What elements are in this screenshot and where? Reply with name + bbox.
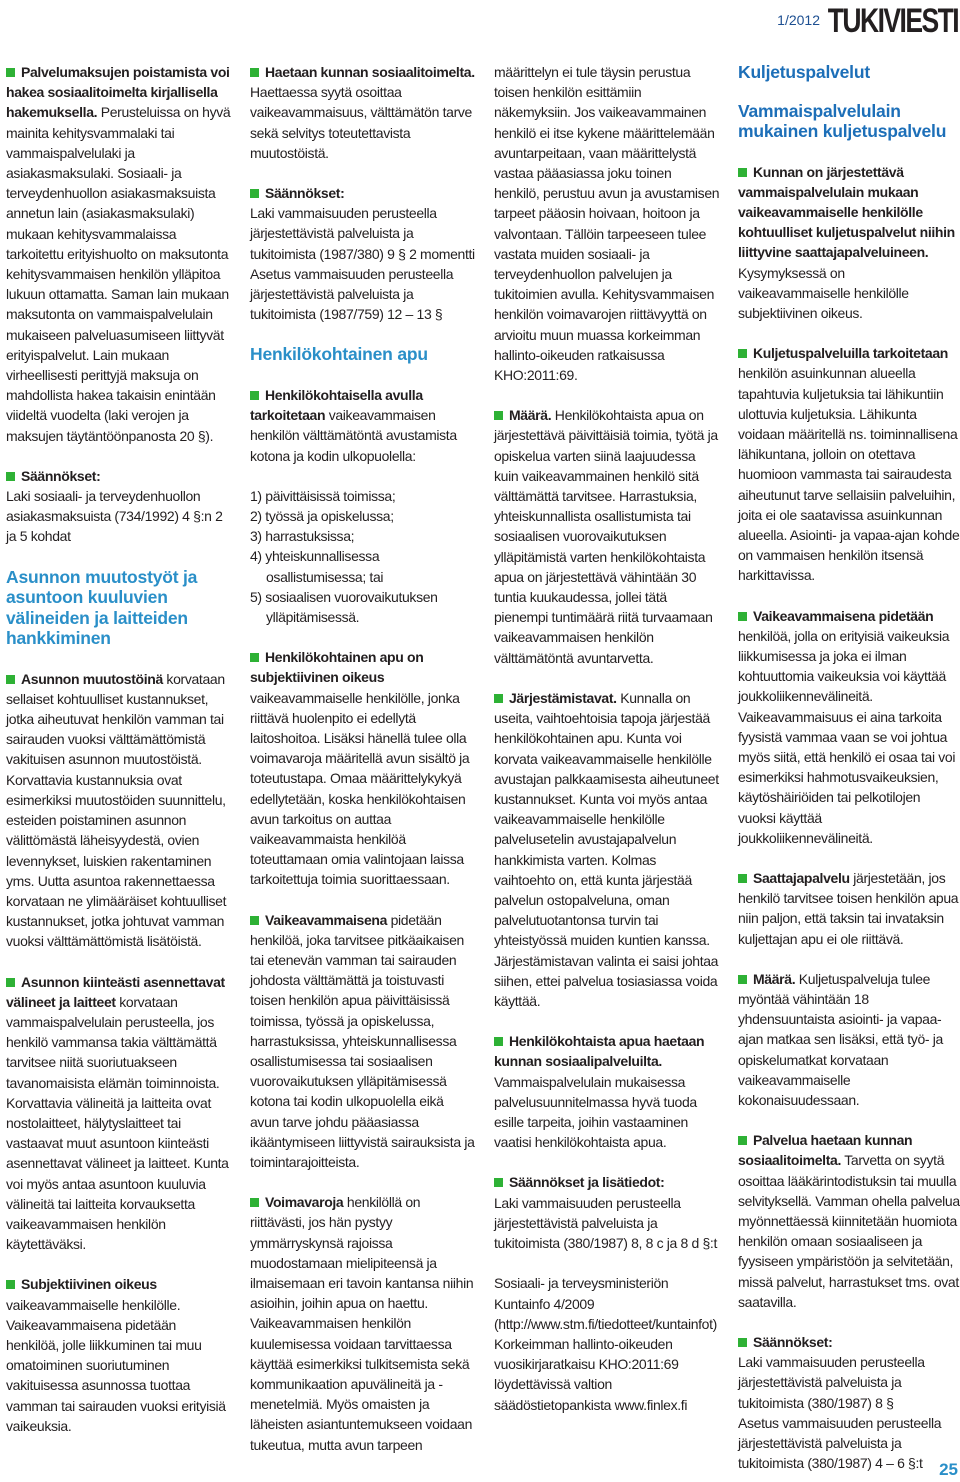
rules-text: Laki vammaisuuden perusteella järjestettävistä palveluista ja tukitoimista (380/1987) 8, 8 c ja 8 d §:t [494,1194,718,1251]
rules-heading: Säännökset: [265,185,345,202]
paragraph [494,1031,720,1152]
bullet-square-icon [738,1136,747,1145]
paragraph-text: pidetään henkilöä, joka tarvitsee pitkäaikaisen tai etenevän vamman tai sairauden johdosta välttämättä ja toistuvasti toisen henkilön apua päivittäisissä toimissa, työssä ja opiskelussa, harrastuksissa, yhteiskunnallisessa osallistumisessa tai sosiaalisen vuorovaikutuksen ylläpitämisessä kotona tai kodin ulkopuolella eikä avun tarve johdu pääasiassa ikääntymiseen liittyvistä sairauksista ja toimintarajoitteista. [250,911,475,1171]
bullet-square-icon [738,975,747,984]
assistance-list [250,486,476,627]
paragraph-lead: Vaikeavammaisena pidetään [753,607,934,624]
bullet-square-icon [494,411,503,420]
bullet-square-icon [738,1338,747,1347]
paragraph-lead: Kunnan on järjestettävä vammaispalvelulain mukaan vaikeavammaiselle henkilölle kohtuulliset kuljetuspalvelut niihin liittyvine saattajapalveluineen. [738,163,955,261]
bullet-square-icon [494,1037,503,1046]
bullet-square-icon [738,349,747,358]
paragraph [6,1274,232,1436]
rules-text: Korkeimman hallinto-oikeuden vuosikirjaratkaisu KHO:2011:69 löydettävissä valtion säädöstietopankista www.finlex.fi [494,1335,688,1413]
bullet-square-icon [6,472,15,481]
paragraph-text: korvataan sellaiset kohtuulliset kustannukset, jotka aiheutuvat henkilön vamman tai sairauden vuoksi välttämättömistä vakituisen asunnon muutostöistä. Korvattavia kustannuksia ovat esimerkiksi muutostöiden suunnittelu, esteiden poistaminen asunnon välittömästä läheisyydestä, ovien levennykset, luiskien rakentaminen yms. Uutta asuntoa rakennettaessa korvataan ne ylimääräiset kohtuulliset kustannukset, jotka johtuvat vamman vuoksi välttämättömistä lisätöistä. [6,670,227,950]
section-title: Henkilökohtainen apu [250,344,428,365]
paragraph-text: määrittelyn ei tule täysin perustua toisen henkilön esittämiin näkemyksiin. Jos vaikeavammainen henkilö ei itse kykene määrittelemään avuntarpeitaan, vaan määrittelystä vastaa pääasiassa joku toinen henkilö, perustuu avun ja avustamisen tarpeet pääosin hoivaan, hoitoon ja valvontaan. Tällöin tarpeeseen tulee vastata muiden sosiaali- ja terveydenhuollon palvelujen ja tukitoimien avulla. Kehitysvammaisen henkilön voimavarojen riittävyyttä on arvioitu muun muassa korkeimman hallinto-oikeuden ratkaisussa KHO:2011:69. [494,64,720,384]
paragraph-lead: Henkilökohtaisella avulla tarkoitetaan [250,386,423,424]
paragraph-text: Kuljetuspalveluja tulee myöntää vähintään 18 yhdensuuntaista asiointi- ja vapaa-ajan matkaa sen lisäksi, että työ- ja opiskelumatkat korvataan vaikeavammaiselle kokonaisuudessaan. [738,970,943,1109]
rules-block [250,183,476,324]
bullet-square-icon [738,168,747,177]
paragraph-lead: Henkilökohtaista apua haetaan kunnan sosiaalipalveluilta. [494,1033,705,1070]
paragraph [738,868,960,949]
paragraph-text: korvataan vammaispalvelulain perusteella, jos henkilö vammansa takia välttämättä tarvitsee niitä suoriutuakseen tavanomaisista elämän toiminnoista. Korvattavia välineitä ja laitteita ovat nostolaitteet, hälytyslaitteet tai vastaavat muut asuntoon kiinteästi asennettavat välineet ja laitteet. Kunta voi myös antaa asuntoon kuuluvia välineitä tai laitteita korvauksetta vaikeavammaisen henkilön käytettäväksi. [6,993,229,1253]
paragraph [738,343,960,585]
paragraph [250,647,476,889]
paragraph-lead: Saattajapalvelu [753,870,850,886]
bullet-square-icon [6,978,15,987]
rules-text: Laki vammaisuuden perusteella järjestettävistä palveluista ja tukitoimista (380/1987) 8 § [738,1354,925,1411]
paragraph-text: järjestetään, jos henkilö tarvitsee toisen henkilön apua niin paljon, että taksin tai invataksin kuljettajan apu ei ole riittävä. [738,870,959,947]
paragraph [6,972,232,1255]
bullet-square-icon [250,916,259,925]
list-item: 3) harrastuksissa; [250,528,355,545]
magazine-logo: TUKIVIESTI [827,2,958,40]
bullet-square-icon [494,1178,503,1187]
paragraph-lead: Haetaan kunnan sosiaalitoimelta. [265,64,475,80]
paragraph-text: Kysymyksessä on vaikeavammaiselle henkilölle subjektiivinen oikeus. [738,264,909,321]
rules-heading: Säännökset: [21,467,101,484]
subsection-title: Vammaispalvelulain mukainen kuljetuspalvelu [738,100,947,141]
rules-text: Laki vammaisuuden perusteella järjestettävistä palveluista ja tukitoimista (1987/380) 9 § 2 momentti [250,205,475,262]
paragraph [6,62,232,446]
paragraph-lead: Määrä. [753,970,796,987]
paragraph-text: Tarvetta on syytä osoittaa lääkärintodistuksin tai muulla selvityksellä. Vamman ohella palvelua myönnettäessä kiinnitetään huomiota henkilön omaan sosiaaliseen ja fyysiseen ympäristöön ja selvitetään, missä palvelut, harrastukset tms. ovat saatavilla. [738,1152,960,1310]
page-number: 25 [939,1460,958,1479]
paragraph-lead: Kuljetuspalveluilla tarkoitetaan [753,345,948,362]
paragraph [494,405,720,668]
bullet-square-icon [6,68,15,77]
bullet-square-icon [250,189,259,198]
paragraph-text: vaikeavammaisen henkilön välttämätöntä avustamista kotona ja kodin ulkopuolella: [250,407,457,464]
paragraph [738,1130,960,1312]
paragraph-lead: Palvelumaksujen poistamista voi hakea sosiaalitoimelta kirjallisella hakemuksella. [6,64,230,121]
bullet-square-icon [250,391,259,400]
paragraph-lead: Määrä. [509,407,552,424]
paragraph [250,1192,476,1455]
column-2 [250,62,476,1455]
paragraph-lead: Voimavaroja [265,1194,344,1211]
bullet-square-icon [250,1198,259,1207]
paragraph-text: Haettaessa syytä osoittaa vaikeavammaisuus, välttämätön tarve sekä selvitys toteutettavista muutostöistä. [250,84,472,161]
rules-heading: Säännökset: [753,1334,833,1351]
rules-block [6,466,232,547]
paragraph [250,62,476,163]
paragraph [6,669,232,952]
section-title: Kuljetuspalvelut [738,62,870,82]
list-item: 1) päivittäisissä toimissa; [250,487,396,504]
column-3 [494,62,720,1415]
paragraph-text: henkilön asuinkunnan alueella tapahtuvia kuljetuksia tai lähikuntiin ulottuvia kuljetuksia. Lähikunta voidaan määritellä ns. toiminnallisena lähikuntana, jolloin on otettava huomioon vammasta tai sairaudesta aiheutunut tarve sellaisiin palveluihin, joita ei ole saatavissa asuinkunnan alueella. Asiointi- ja vapaa-ajan kohde on vammaisen henkilön itsensä harkittavissa. [738,365,960,584]
paragraph [250,385,476,466]
rules-text: Sosiaali- ja terveysministeriön Kuntainfo 4/2009 (http://www.stm.fi/tiedotteet/kuntainfot) [494,1275,717,1332]
rules-block [494,1172,720,1414]
paragraph-text: Kunnalla on useita, vaihtoehtoisia tapoja järjestää henkilökohtainen apu. Kunta voi korvata vaikeavammaiselle henkilölle avustajan palkkaamisesta aiheutuneet kustannukset. Kunta voi myös antaa vaikeavammaiselle henkilölle palvelusetelin avustajapalvelun hankkimista varten. Kolmas vaihtoehto on, että kunta järjestää palvelun ostopalveluna, oman palvelutuotantonsa turvin tai yhteistyössä muiden kuntien kanssa. Järjestämistavan valinta ei saisi johtaa siihen, ettei palvelua tosiasiassa voida käyttää. [494,689,719,1009]
issue-number: 1/2012 [777,12,820,28]
paragraph [738,162,960,324]
paragraph [738,969,960,1110]
paragraph-lead: Vaikeavammaisena [265,911,388,928]
rules-text: Asetus vammaisuuden perusteella järjestettävistä palveluista ja tukitoimista (380/1987) 4 – 6 §:t [738,1414,942,1472]
masthead [0,0,960,44]
bullet-square-icon [250,68,259,77]
column-1 [6,62,232,1436]
paragraph-lead: Järjestämistavat. [509,689,617,706]
rules-block [738,1332,960,1473]
list-item: 4) yhteiskunnallisessa osallistumisessa; tai [250,548,384,585]
paragraph-text: henkilöllä on riittävästi, jos hän pystyy ymmärryskynsä rajoissa muodostamaan mielipiteensä ja ilmaisemaan eri tavoin kantansa niihin asioihin, joihin apua on haettu. Vaikeavammaisen henkilön kuulemisessa voidaan tarvittaessa käyttää esimerkiksi tulkitsemista sekä kommunikaation apuvälineitä ja -menetelmiä. Myös omaisten ja läheisten asiantuntemukseen voidaan tukeutua, mutta avun tarpeen [250,1194,474,1453]
bullet-square-icon [494,694,503,703]
paragraph-text: vaikeavammaiselle henkilölle, jonka riittävä huolenpito ei edellytä laitoshoitoa. Lisäksi hänellä tulee olla voimavaroja määritellä avun sisältö ja toteutustapa. Omaa määrittelykykyä edellytetään, koska henkilökohtaisen avun tarkoitus on auttaa vaikeavammaista henkilöä toteuttamaan omia valintojaan laissa tarkoitettuja toimia suorittaessaan. [250,689,470,888]
bullet-square-icon [250,653,259,662]
paragraph [494,688,720,1011]
bullet-square-icon [6,1280,15,1289]
paragraph-text: vaikeavammaiselle henkilölle. Vaikeavammaisena pidetään henkilöä, jolle liikkuminen tai muu omatoiminen suoriutuminen vakituisessa asunnossa tuottaa vamman tai sairauden vuoksi erityisiä vaikeuksia. [6,1296,226,1434]
rules-heading: Säännökset ja lisätiedot: [509,1174,665,1191]
paragraph [250,910,476,1173]
paragraph-lead: Palvelua haetaan kunnan sosiaalitoimelta. [738,1132,913,1169]
paragraph-text: Vammaispalvelulain mukaisessa palvelusuunnitelmassa hyvä tuoda esille tarpeita, joihin vastaaminen vaatisi henkilökohtaista apua. [494,1073,697,1151]
list-item: 2) työssä ja opiskelussa; [250,507,394,524]
paragraph-text: Perusteluissa on hyvä mainita kehitysvammalaki tai vammaispalvelulaki ja asiakasmaksulaki. Sosiaali- ja terveydenhuollon asiakasmaksuista annetun lain (asiakasmaksulaki) mukaan kehitysvammalaissa tarkoitettu erityishuolto on maksutonta kehitysvammaisen henkilön ylläpitoa lukuun ottamatta. Saman lain mukaan maksutonta on vammaispalvelulain mukaiseen palveluasumiseen liittyvät erityispalvelut. Lain mukaan virheellisesti perittyjä maksuja on mahdollista hakea takaisin enintään viideltä vuodelta (laki verojen ja maksujen täytäntöönpanosta 20 §). [6,104,231,444]
paragraph [738,606,960,848]
list-item: 5) sosiaalisen vuorovaikutuksen ylläpitämisessä. [250,588,438,625]
bullet-square-icon [738,612,747,621]
paragraph-text: Henkilökohtaista apua on järjestettävä päivittäisiä toimia, työtä ja opiskelua varten siinä laajuudessa kuin vaikeavammainen henkilö sitä välttämättä tarvitsee. Harrastuksia, yhteiskunnallista osallistumista tai sosiaalisen vuorovaikutuksen ylläpitämistä varten henkilökohtaista apua on järjestettävä vähintään 30 tuntia kuukaudessa, jollei tätä pienempi tuntimäärä riitä turvaamaan vaikeavammaisen henkilön välttämätöntä avuntarvetta. [494,407,718,666]
bullet-square-icon [738,874,747,883]
paragraph-text: henkilöä, jolla on erityisiä vaikeuksia liikkumisessa ja joka ei ilman kohtuuttomia vaikeuksia voi käyttää joukkoliikennevälineitä. Vaikeavammaisuus ei aina tarkoita fyysistä vammaa vaan se voi johtua myös siitä, että henkilö ei osaa tai voi esimerkiksi hahmotusvaikeuksien, käytöshäiriöiden tai pelkotilojen vuoksi käyttää joukkoliikennevälineitä. [738,627,956,846]
paragraph [494,62,720,385]
rules-text: Asetus vammaisuuden perusteella järjestettävistä palveluista ja tukitoimista (1987/759) 12 – 13 § [250,265,454,323]
paragraph-lead: Henkilökohtainen apu on subjektiivinen oikeus [250,649,424,686]
rules-text: Laki sosiaali- ja terveydenhuollon asiakasmaksuista (734/1992) 4 §:n 2 ja 5 kohdat [6,488,223,545]
column-4 [738,62,960,1473]
paragraph-lead: Subjektiivinen oikeus [21,1276,157,1293]
paragraph-lead: Asunnon kiinteästi asennettavat välineet ja laitteet [6,973,225,1010]
section-title: Asunnon muutostyöt ja asuntoon kuuluvien välineiden ja laitteiden hankkiminen [6,566,198,649]
paragraph-lead: Asunnon muutostöinä [21,670,163,687]
bullet-square-icon [6,675,15,684]
